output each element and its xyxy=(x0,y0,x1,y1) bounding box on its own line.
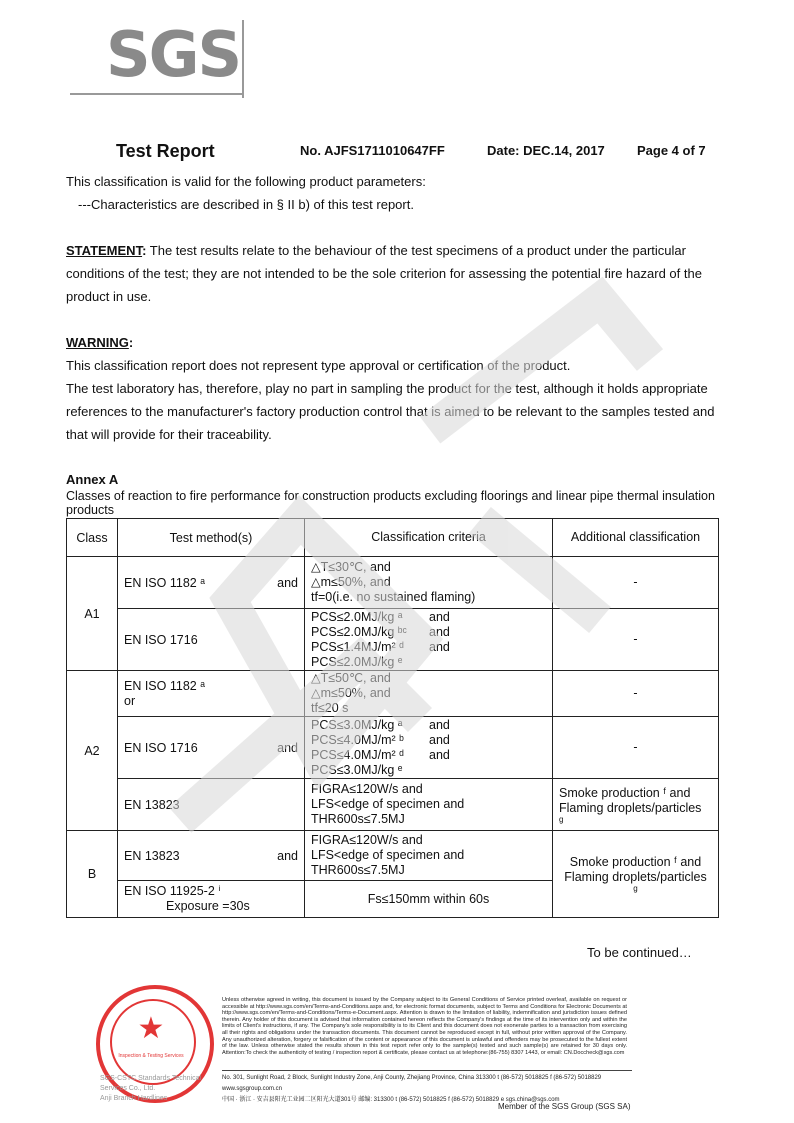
criteria-value: PCS≤2.0MJ/kg ᵇᶜ xyxy=(311,624,407,639)
report-number: No. AJFS1711010647FF xyxy=(300,143,445,158)
additional-note: g xyxy=(559,814,564,824)
table-header-row xyxy=(67,519,719,557)
intro-line-1: This classification is valid for the following product parameters: xyxy=(66,174,426,189)
warning-line-1: This classification report does not represent type approval or certification of the product. xyxy=(66,358,571,373)
criteria-and: and xyxy=(429,639,450,654)
method-cell: EN 13823 xyxy=(118,779,305,831)
criteria-cell xyxy=(305,609,553,671)
logo-divider-horizontal xyxy=(70,93,244,95)
method-text: EN ISO 1182 ᵃ xyxy=(124,678,205,693)
method-cell xyxy=(118,831,305,881)
criteria-value: PCS≤2.0MJ/kg ᵃ xyxy=(311,609,403,624)
header-additional: Additional classification xyxy=(553,519,719,557)
method-text: EN ISO 1182 ᵃ xyxy=(124,575,205,590)
criteria-line: △m≤50%, and xyxy=(311,686,391,700)
branch-info xyxy=(100,1074,220,1104)
class-cell-a1: A1 xyxy=(67,557,118,671)
additional-cell xyxy=(553,779,719,831)
additional-cell: - xyxy=(553,557,719,609)
table-row xyxy=(67,831,719,881)
member-line: Member of the SGS Group (SGS SA) xyxy=(498,1102,631,1111)
stamp-label: Inspection & Testing Services xyxy=(118,1053,184,1059)
additional-line: Flaming droplets/particles xyxy=(564,870,707,884)
method-cell xyxy=(118,557,305,609)
method-text: EN 13823 xyxy=(124,848,180,863)
address-english: No. 301, Sunlight Road, 2 Block, Sunlight Industry Zone, Anji County, Zhejiang Province, China 313300 t (86-572) 5018825 f (86-572) 5018829 www.sgsgroup.com.cn xyxy=(222,1075,602,1092)
branch-line-2: Anji Branch Hardlines xyxy=(100,1095,168,1102)
annex-description: Classes of reaction to fire performance for construction products excluding floorings and linear pipe thermal insulation products xyxy=(66,489,715,517)
criteria-cell xyxy=(305,557,553,609)
method-cell: EN ISO 1716 xyxy=(118,609,305,671)
criteria-cell: Fs≤150mm within 60s xyxy=(305,881,553,918)
criteria-line: LFS<edge of specimen and xyxy=(311,848,465,862)
criteria-and: and xyxy=(429,747,450,762)
star-icon: ★ xyxy=(137,1012,165,1045)
method-cell xyxy=(118,671,305,717)
report-date: Date: DEC.14, 2017 xyxy=(487,143,605,158)
criteria-value: PCS≤4.0MJ/m² ᵇ xyxy=(311,732,404,747)
criteria-cell xyxy=(305,779,553,831)
additional-line: Smoke production ᶠ and xyxy=(559,785,691,800)
page-number: Page 4 of 7 xyxy=(637,143,706,158)
criteria-line: THR600s≤7.5MJ xyxy=(311,863,405,877)
criteria-cell xyxy=(305,717,553,779)
branch-line-1: SGS-CSTC Standards Technical Services Co., Ltd. xyxy=(100,1075,202,1092)
criteria-cell xyxy=(305,671,553,717)
criteria-cell xyxy=(305,831,553,881)
table-row xyxy=(67,717,719,779)
header-criteria: Classification criteria xyxy=(305,519,553,557)
criteria-value: PCS≤3.0MJ/kg ᵉ xyxy=(311,762,403,777)
statement-label: STATEMENT xyxy=(66,243,143,258)
criteria-line: △m≤50%, and xyxy=(311,575,391,589)
criteria-line: △T≤30℃, and xyxy=(311,560,391,574)
warning-label: WARNING xyxy=(66,335,129,350)
additional-cell: - xyxy=(553,671,719,717)
logo-divider-vertical xyxy=(242,20,244,98)
warning-heading xyxy=(66,331,731,354)
criteria-value: PCS≤1.4MJ/m² ᵈ xyxy=(311,639,404,654)
criteria-line: FIGRA≤120W/s and xyxy=(311,782,423,796)
statement-colon: : xyxy=(142,243,147,258)
criteria-line: FIGRA≤120W/s and xyxy=(311,833,423,847)
additional-line: Smoke production ᶠ and xyxy=(569,855,702,869)
criteria-line: LFS<edge of specimen and xyxy=(311,797,465,811)
additional-note: g xyxy=(633,884,638,893)
class-cell-b: B xyxy=(67,831,118,918)
statement-paragraph xyxy=(66,239,731,308)
warning-colon: : xyxy=(128,335,134,350)
method-cell xyxy=(118,881,305,918)
statement-text: The test results relate to the behaviour of the test specimens of a product under the particular conditions of the test; they are not intended to be the sole criterion for assessing the potential fire hazard of the product in use. xyxy=(66,243,702,304)
header-method: Test method(s) xyxy=(118,519,305,557)
footer-disclaimer: Unless otherwise agreed in writing, this document is issued by the Company subject to its General Conditions of Service printed overleaf, available on request or accessible at http://www.sgs.com/en/Terms-and-Conditions.aspx and, for electronic format documents, subject to Terms and Conditions for Electronic Documents at http://www.sgs.com/en/Terms-and-Conditions/Terms-e-Document.aspx. Attention is drawn to the limitation of liability, indemnification and jurisdiction issues defined therein. Any holder of this document is advised that information contained hereon reflects the Company's findings at the time of its intervention only and within the limits of Client's instructions, if any. The Company's sole responsibility is to its Client and this document does not exonerate parties to a transaction from exercising all their rights and obligations under the transaction documents. This document cannot be reproduced except in full, without prior written approval of the Company. Any unauthorized alteration, forgery or falsification of the content or appearance of this document is unlawful and offenders may be prosecuted to the fullest extent of the law. Unless otherwise stated the results shown in this test report refer only to the sample(s) tested and such sample(s) are retained for 30 days only. Attention:To check the authenticity of testing / inspection report & certificate, please contact us at telephone:(86-755) 8307 1443, or email: CN.Doccheck@sgs.com xyxy=(222,997,627,1056)
criteria-value: PCS≤2.0MJ/kg ᵉ xyxy=(311,654,403,669)
or-text: or xyxy=(124,693,136,708)
table-row xyxy=(67,609,719,671)
to-be-continued: To be continued… xyxy=(587,945,692,960)
table-row xyxy=(67,779,719,831)
criteria-line: tf=0(i.e. no sustained flaming) xyxy=(311,590,476,604)
criteria-value: PCS≤3.0MJ/kg ᵃ xyxy=(311,717,403,732)
criteria-line: tf≤20 s xyxy=(311,701,349,715)
method-exposure: Exposure =30s xyxy=(166,899,250,913)
address-chinese: 中国 · 浙江 · 安吉县阳光工业园二区阳光大道301号 邮编: 313300 t (86-572) 5018825 f (86-572) 5018829 e sgs.china@sgs.com xyxy=(222,1097,560,1103)
criteria-line: THR600s≤7.5MJ xyxy=(311,812,405,826)
criteria-value: PCS≤4.0MJ/m² ᵈ xyxy=(311,747,404,762)
table-row xyxy=(67,557,719,609)
warning-line-2: The test laboratory has, therefore, play no part in sampling the product for the test, although it holds appropriate references to the manufacturer's factory production control that is aimed to be relevant to the samples tested and that will provide for their traceability. xyxy=(66,381,715,442)
criteria-line: △T≤50℃, and xyxy=(311,671,391,685)
additional-cell xyxy=(553,831,719,918)
additional-cell: - xyxy=(553,609,719,671)
sgs-logo xyxy=(70,20,250,98)
method-text: EN ISO 1716 xyxy=(124,740,198,755)
criteria-and: and xyxy=(429,717,450,732)
criteria-and: and xyxy=(429,609,450,624)
classification-table xyxy=(66,518,719,918)
intro-line-2: ---Characteristics are described in § II b) of this test report. xyxy=(78,197,414,212)
report-title: Test Report xyxy=(116,141,215,161)
criteria-and: and xyxy=(429,732,450,747)
and-text: and xyxy=(277,848,298,863)
table-row xyxy=(67,671,719,717)
criteria-and: and xyxy=(429,624,450,639)
footer-divider xyxy=(222,1070,632,1071)
annex-title: Annex A xyxy=(66,472,119,487)
additional-cell: - xyxy=(553,717,719,779)
method-text: EN ISO 11925-2 ⁱ xyxy=(124,884,221,898)
additional-line: Flaming droplets/particles xyxy=(559,800,702,815)
logo-text: SGS xyxy=(106,18,241,91)
class-cell-a2: A2 xyxy=(67,671,118,831)
and-text: and xyxy=(277,575,298,590)
and-text: and xyxy=(277,740,298,755)
method-cell xyxy=(118,717,305,779)
header-class: Class xyxy=(67,519,118,557)
